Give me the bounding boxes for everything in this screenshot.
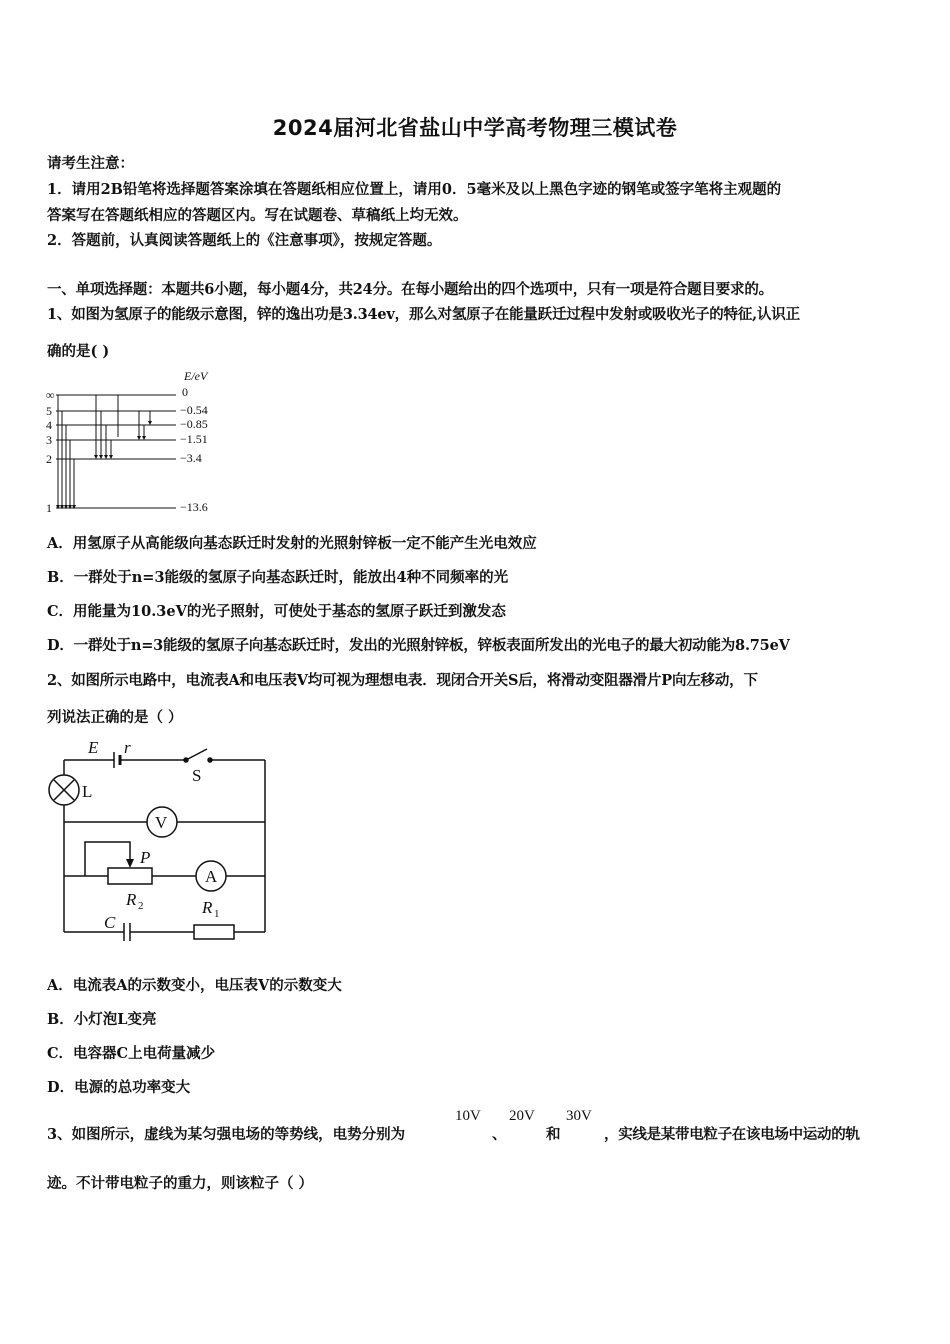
level-energy-label: 0 [182, 385, 188, 399]
notice-line: 2．答题前，认真阅读答题纸上的《注意事项》，按规定答题。 [47, 232, 442, 249]
section-heading: 一、单项选择题：本题共6小题，每小题4分，共24分。在每小题给出的四个选项中，只有一项是符合题目要求的。 [47, 281, 773, 298]
q2-option-d: D．电源的总功率变大 [47, 1079, 191, 1096]
q1-option-b: B．一群处于n=3能级的氢原子向基态跃迁时，能放出4种不同频率的光 [47, 569, 509, 586]
page-title: 2024届河北省盐山中学高考物理三模试卷 [272, 116, 678, 140]
arrowhead [142, 436, 146, 440]
label-r1: R [202, 898, 213, 917]
label-p: P [140, 848, 151, 867]
resistor-r1 [194, 925, 234, 939]
rheostat-slider-arrow [126, 859, 134, 868]
notice-heading: 请考生注意： [47, 155, 134, 172]
circuit-diagram [44, 735, 274, 947]
label-l: L [82, 782, 93, 801]
q1-option-d: D．一群处于n=3能级的氢原子向基态跃迁时，发出的光照射锌板，锌板表面所发出的光电子的最大初动能为8.75eV [47, 637, 790, 654]
q2-stem: 列说法正确的是（ ） [47, 709, 183, 726]
level-n-label: 3 [46, 433, 52, 447]
label-r1-sub: 1 [214, 908, 220, 920]
q3-stem: 3、如图所示，虚线为某匀强电场的等势线，电势分别为 [47, 1126, 406, 1143]
level-n-label: ∞ [46, 388, 55, 402]
q1-stem: 确的是( ) [47, 343, 110, 360]
q3-stem: ，实线是某带电粒子在该电场中运动的轨 [604, 1126, 860, 1143]
q2-option-c: C．电容器C上电荷量减少 [47, 1045, 216, 1062]
q3-separator: 和 [546, 1126, 561, 1143]
arrowhead [109, 455, 113, 459]
level-energy-label: −13.6 [180, 500, 208, 514]
voltmeter-label: V [155, 813, 168, 832]
q1-stem: 1、如图为氢原子的能级示意图，锌的逸出功是3.34ev，那么对氢原子在能量跃迁过程中发射或吸收光子的特征,认识正 [47, 306, 800, 323]
energy-axis-label: E/eV [184, 369, 208, 383]
q1-option-a: A．用氢原子从高能级向基态跃迁时发射的光照射锌板一定不能产生光电效应 [47, 535, 537, 552]
arrowhead [94, 455, 98, 459]
notice-line: 1．请用2B铅笔将选择题答案涂填在答题纸相应位置上，请用0．5毫米及以上黑色字迹的钢笔或签字笔将主观题的 [47, 181, 782, 198]
level-energy-label: −1.51 [180, 432, 208, 446]
rheostat [108, 868, 152, 884]
arrowhead [99, 455, 103, 459]
energy-level-diagram [44, 365, 224, 517]
level-n-label: 2 [46, 452, 52, 466]
label-c: C [104, 913, 116, 932]
label-r2: R [126, 890, 137, 909]
q3-stem: 迹。不计带电粒子的重力，则该粒子（ ） [47, 1175, 314, 1192]
label-r: r [124, 738, 131, 757]
ammeter-label: A [205, 867, 218, 886]
level-energy-label: −3.4 [180, 451, 202, 465]
level-n-label: 1 [46, 501, 52, 515]
level-n-label: 4 [46, 418, 52, 432]
label-s: S [192, 766, 202, 785]
arrowhead [104, 455, 108, 459]
potential-20v: 20V [509, 1108, 535, 1124]
q3-separator: 、 [492, 1126, 507, 1143]
potential-30v: 30V [566, 1108, 592, 1124]
q2-option-a: A．电流表A的示数变小，电压表V的示数变大 [47, 977, 342, 994]
q1-option-c: C．用能量为10.3eV的光子照射，可使处于基态的氢原子跃迁到激发态 [47, 603, 506, 620]
arrowhead [137, 436, 141, 440]
label-e: E [88, 738, 99, 757]
potential-10v: 10V [455, 1108, 481, 1124]
q2-stem: 2、如图所示电路中，电流表A和电压表V均可视为理想电表．现闭合开关S后，将滑动变阻器滑片P向左移动，下 [47, 672, 758, 689]
notice-line: 答案写在答题纸相应的答题区内。写在试题卷、草稿纸上均无效。 [47, 207, 468, 224]
level-energy-label: −0.54 [180, 403, 208, 417]
q2-option-b: B．小灯泡L变亮 [47, 1011, 157, 1028]
level-energy-label: −0.85 [180, 417, 208, 431]
arrowhead [148, 421, 152, 425]
level-n-label: 5 [46, 404, 52, 418]
switch-blade [186, 749, 207, 760]
label-r2-sub: 2 [138, 900, 144, 912]
